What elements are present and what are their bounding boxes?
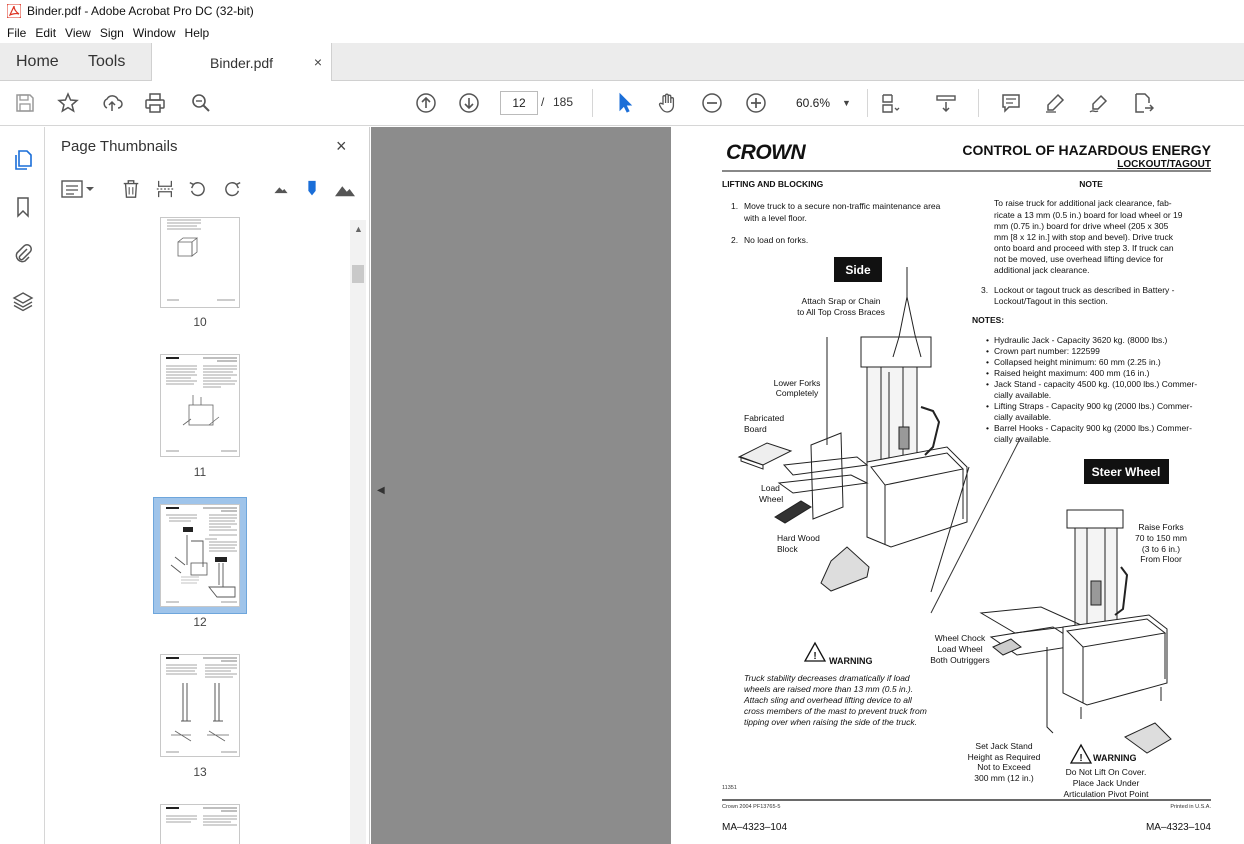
zoom-value: 60.6% bbox=[796, 96, 831, 110]
bookmark-icon[interactable] bbox=[10, 194, 36, 220]
tab-close-icon[interactable]: × bbox=[313, 54, 322, 70]
scroll-mode-icon[interactable] bbox=[933, 90, 959, 116]
svg-text:•: • bbox=[986, 346, 989, 356]
callout-raise-forks bbox=[1135, 522, 1187, 564]
page-thumbnails-panel bbox=[45, 127, 370, 844]
layers-icon[interactable] bbox=[10, 288, 36, 314]
svg-text:Do Not Lift On Cover.: Do Not Lift On Cover. bbox=[1065, 767, 1147, 777]
rotate-right-icon[interactable] bbox=[220, 177, 244, 201]
warning-title: WARNING bbox=[1093, 753, 1137, 763]
menu-view[interactable]: View bbox=[65, 25, 91, 40]
zoom-dropdown[interactable] bbox=[788, 91, 858, 115]
svg-text:From Floor: From Floor bbox=[1140, 554, 1182, 564]
chevron-down-icon: ▼ bbox=[842, 98, 851, 108]
zoom-in-icon[interactable] bbox=[743, 90, 769, 116]
svg-text:(3 to 6 in.): (3 to 6 in.) bbox=[1141, 544, 1181, 554]
note-heading: NOTE bbox=[1079, 179, 1103, 189]
svg-text:cross members of the mast to p: cross members of the mast to prevent truck from bbox=[744, 706, 927, 716]
svg-text:Load: Load bbox=[761, 483, 780, 493]
svg-text:mm (0.75 in.) board for drive: mm (0.75 in.) board for drive wheel (205 x 305 bbox=[994, 221, 1169, 231]
page-thumbnail[interactable] bbox=[160, 217, 240, 308]
zoom-out-icon[interactable] bbox=[699, 90, 725, 116]
export-icon[interactable] bbox=[1130, 90, 1156, 116]
page-separator: / bbox=[541, 95, 545, 109]
callout-wheel-chock bbox=[930, 633, 990, 665]
bookmark-star-icon[interactable] bbox=[55, 90, 81, 116]
comment-icon[interactable] bbox=[998, 90, 1024, 116]
step-text: No load on forks. bbox=[744, 235, 809, 245]
print-icon[interactable] bbox=[142, 90, 168, 116]
page-thumbnail[interactable] bbox=[160, 654, 240, 757]
svg-text:•: • bbox=[986, 357, 989, 367]
crown-logo bbox=[726, 141, 806, 164]
footer-printed: Printed in U.S.A. bbox=[1170, 804, 1211, 810]
callout-load-wheel bbox=[759, 483, 783, 504]
svg-text:cially available.: cially available. bbox=[994, 434, 1052, 444]
save-icon[interactable] bbox=[12, 90, 38, 116]
callout-lower-forks bbox=[774, 378, 821, 398]
svg-text:additional jack clearance.: additional jack clearance. bbox=[994, 265, 1090, 275]
callout-attach bbox=[797, 296, 885, 317]
thumbnail-page-number: 12 bbox=[193, 615, 207, 629]
step-text: with a level floor. bbox=[744, 213, 807, 223]
svg-text:Raised height maximum: 400 mm: Raised height maximum: 400 mm (16 in.) bbox=[994, 368, 1150, 378]
notes-list bbox=[986, 335, 1197, 444]
warning-icon bbox=[1071, 745, 1091, 764]
window-title: Binder.pdf - Adobe Acrobat Pro DC (32-bit) bbox=[27, 4, 254, 18]
document-viewer[interactable] bbox=[371, 127, 1244, 844]
svg-text:Jack Stand - capacity 4500 kg.: Jack Stand - capacity 4500 kg. (10,000 lbs.) Commer- bbox=[994, 379, 1198, 389]
svg-text:wheels are raised more than 13: wheels are raised more than 13 mm (0.5 in.). bbox=[744, 684, 914, 694]
svg-text:300 mm (12 in.): 300 mm (12 in.) bbox=[974, 773, 1034, 783]
step-number: 2. bbox=[731, 235, 739, 245]
tab-document-label: Binder.pdf bbox=[210, 54, 274, 71]
svg-text:to All Top Cross Braces: to All Top Cross Braces bbox=[797, 307, 885, 317]
svg-text:Attach Srap or Chain: Attach Srap or Chain bbox=[801, 296, 881, 306]
tab-document[interactable] bbox=[151, 43, 332, 82]
footer-doc-number-left: MA–4323–104 bbox=[722, 822, 788, 833]
step-text: Lockout or tagout truck as described in Battery - bbox=[994, 285, 1175, 295]
svg-text:Board: Board bbox=[744, 424, 767, 434]
menu-file[interactable]: File bbox=[7, 25, 27, 40]
svg-text:ricate a 13 mm (0.5 in.) board: ricate a 13 mm (0.5 in.) board for load wheel or 19 bbox=[994, 210, 1183, 220]
svg-text:70 to 150 mm: 70 to 150 mm bbox=[1135, 533, 1187, 543]
svg-text:!: ! bbox=[813, 651, 817, 662]
zoom-search-icon[interactable] bbox=[188, 90, 214, 116]
title-bar bbox=[0, 0, 1244, 22]
extract-pages-icon[interactable] bbox=[153, 177, 177, 201]
page-down-icon[interactable] bbox=[456, 90, 482, 116]
svg-text:Crown part number: 122599: Crown part number: 122599 bbox=[994, 346, 1100, 356]
svg-text:To raise truck for additional: To raise truck for additional jack clearance, fab- bbox=[994, 198, 1172, 208]
svg-text:CROWN: CROWN bbox=[726, 141, 806, 164]
callout-fabricated-board bbox=[744, 413, 784, 434]
svg-text:•: • bbox=[986, 368, 989, 378]
sign-icon[interactable] bbox=[1086, 90, 1112, 116]
step-text: Move truck to a secure non-traffic maintenance area bbox=[744, 201, 941, 211]
svg-text:tipping over when raising the: tipping over when raising the side of the truck. bbox=[744, 717, 917, 727]
scroll-up-icon[interactable]: ▲ bbox=[354, 224, 363, 234]
note-paragraph bbox=[994, 198, 1183, 275]
svg-text:Raise Forks: Raise Forks bbox=[1138, 522, 1184, 532]
hand-icon[interactable] bbox=[655, 90, 681, 116]
svg-text:Fabricated: Fabricated bbox=[744, 413, 785, 423]
footer-doc-number-right: MA–4323–104 bbox=[1145, 822, 1211, 833]
collapse-panel-icon[interactable]: ◀ bbox=[377, 485, 385, 496]
svg-text:Hard Wood: Hard Wood bbox=[777, 533, 820, 543]
tab-bar bbox=[0, 43, 1244, 81]
page-view-icon[interactable] bbox=[878, 90, 904, 116]
page-thumbnail[interactable] bbox=[160, 804, 240, 844]
svg-text:Height as Required: Height as Required bbox=[967, 752, 1041, 762]
menu-sign[interactable]: Sign bbox=[99, 25, 124, 40]
panel-title: Page Thumbnails bbox=[61, 138, 178, 155]
svg-text:Block: Block bbox=[777, 544, 798, 554]
svg-text:•: • bbox=[986, 335, 989, 345]
figure-id: 11351 bbox=[722, 785, 737, 791]
svg-text:Not to Exceed: Not to Exceed bbox=[977, 762, 1031, 772]
step-text: Lockout/Tagout in this section. bbox=[994, 296, 1108, 306]
warning-text bbox=[743, 673, 927, 727]
upload-icon[interactable] bbox=[99, 90, 125, 116]
svg-text:Collapsed height minimum: 60 m: Collapsed height minimum: 60 mm (2.25 in.) bbox=[994, 357, 1161, 367]
svg-text:•: • bbox=[986, 423, 989, 433]
page-thumbnail-selected[interactable] bbox=[160, 504, 240, 607]
svg-text:Attach sling and overhead lift: Attach sling and overhead lifting device to all bbox=[744, 695, 912, 705]
svg-text:•: • bbox=[986, 401, 989, 411]
svg-text:Lifting Straps - Capacity 900: Lifting Straps - Capacity 900 kg (2000 lbs.) Commer- bbox=[994, 401, 1193, 411]
svg-text:Hydraulic Jack - Capacity 3620: Hydraulic Jack - Capacity 3620 kg. (8000 lbs.) bbox=[994, 335, 1168, 345]
warning-icon bbox=[805, 643, 825, 662]
svg-text:Articulation Pivot Point: Articulation Pivot Point bbox=[1063, 789, 1149, 799]
toolbar bbox=[0, 81, 1244, 126]
svg-text:Set Jack Stand: Set Jack Stand bbox=[975, 741, 1033, 751]
thumbnail-options-icon[interactable] bbox=[60, 177, 96, 201]
page-up-icon[interactable] bbox=[413, 90, 439, 116]
tab-home[interactable]: Home bbox=[16, 53, 59, 70]
warning-lift-text bbox=[1063, 767, 1149, 799]
thumbnail-page-number: 13 bbox=[193, 765, 207, 779]
menu-bar bbox=[0, 22, 1244, 43]
svg-text:Place Jack Under: Place Jack Under bbox=[1072, 778, 1140, 788]
svg-text:Wheel: Wheel bbox=[759, 494, 784, 504]
svg-text:Lower Forks: Lower Forks bbox=[773, 378, 821, 388]
menu-window[interactable]: Window bbox=[132, 25, 176, 40]
thumbnail-small-icon[interactable] bbox=[269, 177, 293, 201]
delete-icon[interactable] bbox=[119, 177, 143, 201]
page-number-input[interactable] bbox=[500, 91, 538, 115]
thumbnail-page-number: 11 bbox=[193, 465, 207, 479]
acrobat-app-icon bbox=[7, 4, 21, 18]
section-title: LIFTING AND BLOCKING bbox=[722, 179, 824, 189]
page-total: 185 bbox=[553, 95, 574, 109]
highlight-icon[interactable] bbox=[1042, 90, 1068, 116]
select-cursor-icon[interactable] bbox=[612, 90, 638, 116]
pdf-page bbox=[671, 127, 1244, 844]
steer-wheel-label: Steer Wheel bbox=[1091, 465, 1161, 479]
thumbnail-scrollbar[interactable] bbox=[350, 220, 366, 844]
thumbnail-page-number: 10 bbox=[193, 315, 207, 329]
svg-text:mm [8 x 12 in.] with stop and: mm [8 x 12 in.] with stop and bevel). Drive truck bbox=[994, 232, 1174, 242]
svg-text:Truck stability decreases dram: Truck stability decreases dramatically if load bbox=[744, 673, 910, 683]
svg-text:!: ! bbox=[1079, 753, 1083, 764]
svg-text:Both Outriggers: Both Outriggers bbox=[930, 655, 990, 665]
page-thumbnail[interactable] bbox=[160, 354, 240, 457]
thumbnail-size-slider-icon[interactable] bbox=[300, 177, 324, 201]
left-rail bbox=[0, 127, 45, 844]
tab-tools[interactable]: Tools bbox=[88, 53, 126, 70]
warning-title: WARNING bbox=[829, 656, 873, 666]
footer-copyright: Crown 2004 PF13765-5 bbox=[722, 804, 781, 810]
svg-text:•: • bbox=[986, 379, 989, 389]
svg-text:Load Wheel: Load Wheel bbox=[937, 644, 983, 654]
menu-edit[interactable]: Edit bbox=[35, 25, 57, 40]
thumbnails-pages-icon[interactable] bbox=[10, 147, 36, 173]
callout-hard-wood bbox=[777, 533, 820, 554]
callout-jack-stand bbox=[968, 741, 1041, 783]
scrollbar-thumb[interactable] bbox=[352, 265, 364, 283]
menu-help[interactable]: Help bbox=[184, 25, 210, 40]
page-subheading: LOCKOUT/TAGOUT bbox=[1117, 159, 1211, 170]
svg-text:Completely: Completely bbox=[775, 388, 819, 398]
side-label: Side bbox=[845, 263, 871, 277]
svg-text:onto board and proceed with st: onto board and proceed with step 3. If truck can bbox=[994, 243, 1174, 253]
svg-text:Wheel Chock: Wheel Chock bbox=[934, 633, 986, 643]
svg-text:cially available.: cially available. bbox=[994, 412, 1052, 422]
rotate-left-icon[interactable] bbox=[186, 177, 210, 201]
close-icon[interactable]: × bbox=[336, 136, 347, 156]
page-heading: CONTROL OF HAZARDOUS ENERGY bbox=[962, 142, 1211, 158]
thumbnail-large-icon[interactable] bbox=[333, 177, 357, 201]
step-number: 1. bbox=[731, 201, 739, 211]
step-number: 3. bbox=[981, 285, 989, 295]
notes-heading: NOTES: bbox=[972, 315, 1005, 325]
svg-text:Barrel Hooks - Capacity 900 kg: Barrel Hooks - Capacity 900 kg (2000 lbs.) Commer- bbox=[994, 423, 1192, 433]
svg-text:cially available.: cially available. bbox=[994, 390, 1052, 400]
svg-text:not be moved, use overhead lif: not be moved, use overhead lifting device for bbox=[994, 254, 1164, 264]
attachment-icon[interactable] bbox=[10, 240, 36, 266]
